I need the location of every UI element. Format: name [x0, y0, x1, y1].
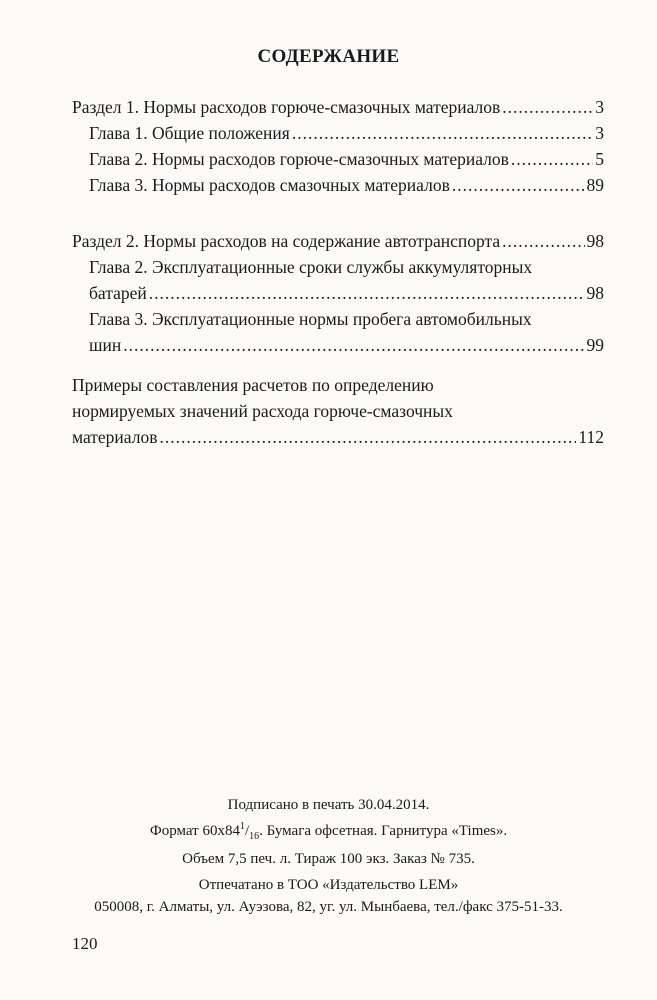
toc-entry-page: 98 — [586, 231, 604, 251]
toc-entry-page: 89 — [586, 175, 604, 195]
toc-entry-chapter[interactable] — [72, 172, 604, 198]
toc-entry-label-line2: нормируемых значений расхода горюче-смазочных — [72, 401, 453, 421]
imprint-publisher — [0, 874, 657, 918]
page-number: 120 — [72, 934, 98, 953]
toc-entry-chapter[interactable] — [72, 306, 604, 358]
toc-entry-chapter[interactable] — [72, 254, 604, 306]
toc-entry-chapter[interactable] — [72, 120, 604, 146]
toc-entry-label-line1: Глава 2. Эксплуатационные сроки службы аккумуляторных — [89, 257, 533, 277]
toc-entry-page: 112 — [578, 427, 604, 447]
toc-entry-examples[interactable] — [72, 372, 604, 450]
toc-entry-page: 98 — [586, 283, 604, 303]
toc-leader-dots — [159, 424, 576, 450]
toc-leader-dots — [511, 146, 593, 172]
imprint-volume: Объем 7,5 печ. л. Тираж 100 экз. Заказ № 735. — [182, 851, 475, 867]
toc-entry-label-line1: Примеры составления расчетов по определению — [72, 375, 434, 395]
toc-entry-page: 3 — [595, 97, 604, 117]
page-title: СОДЕРЖАНИЕ — [257, 46, 400, 67]
toc-entry-label-line2: шин — [89, 335, 122, 355]
imprint-format: Формат $60х84^1/_{16}$. Бумага офсетная. Гарнитура «Times». — [149, 821, 508, 842]
toc-examples — [72, 372, 604, 450]
toc-entry-section-2[interactable] — [72, 228, 604, 254]
toc-entry-page: 5 — [595, 149, 604, 169]
imprint-printed-by: Отпечатано в ТОО «Издательство LEM» — [198, 877, 459, 893]
toc-entry-section-1[interactable] — [72, 94, 604, 120]
toc-leader-dots — [149, 280, 585, 306]
imprint-signed: Подписано в печать 30.04.2014. — [227, 797, 430, 813]
toc-entry-label: Глава 2. Нормы расходов горюче-смазочных материалов — [89, 149, 509, 169]
toc-entry-chapter[interactable] — [72, 146, 604, 172]
toc-entry-label: Раздел 1. Нормы расходов горюче-смазочных материалов — [72, 97, 501, 117]
toc-section-2 — [72, 228, 604, 358]
toc-entry-label: Глава 1. Общие положения — [89, 123, 290, 143]
toc-leader-dots — [502, 94, 593, 120]
toc-entry-label-line3: материалов — [72, 427, 158, 447]
toc-section-1 — [72, 94, 604, 198]
imprint-block — [0, 794, 657, 870]
toc-leader-dots — [292, 120, 593, 146]
toc-entry-label: Глава 3. Нормы расходов смазочных материалов — [89, 175, 450, 195]
toc-entry-label-line2: батарей — [89, 283, 147, 303]
toc-leader-dots — [123, 332, 584, 358]
toc-entry-label-line1: Глава 3. Эксплуатационные нормы пробега автомобильных — [89, 309, 532, 329]
toc-entry-page: 99 — [586, 335, 604, 355]
toc-entry-label: Раздел 2. Нормы расходов на содержание автотранспорта — [72, 231, 501, 251]
toc-entry-page: 3 — [595, 123, 604, 143]
imprint-address: 050008, г. Алматы, ул. Ауэзова, 82, уг. ул. Мынбаева, тел./факс 375-51-33. — [94, 899, 563, 915]
toc-leader-dots — [452, 172, 585, 198]
toc-leader-dots — [502, 228, 584, 254]
